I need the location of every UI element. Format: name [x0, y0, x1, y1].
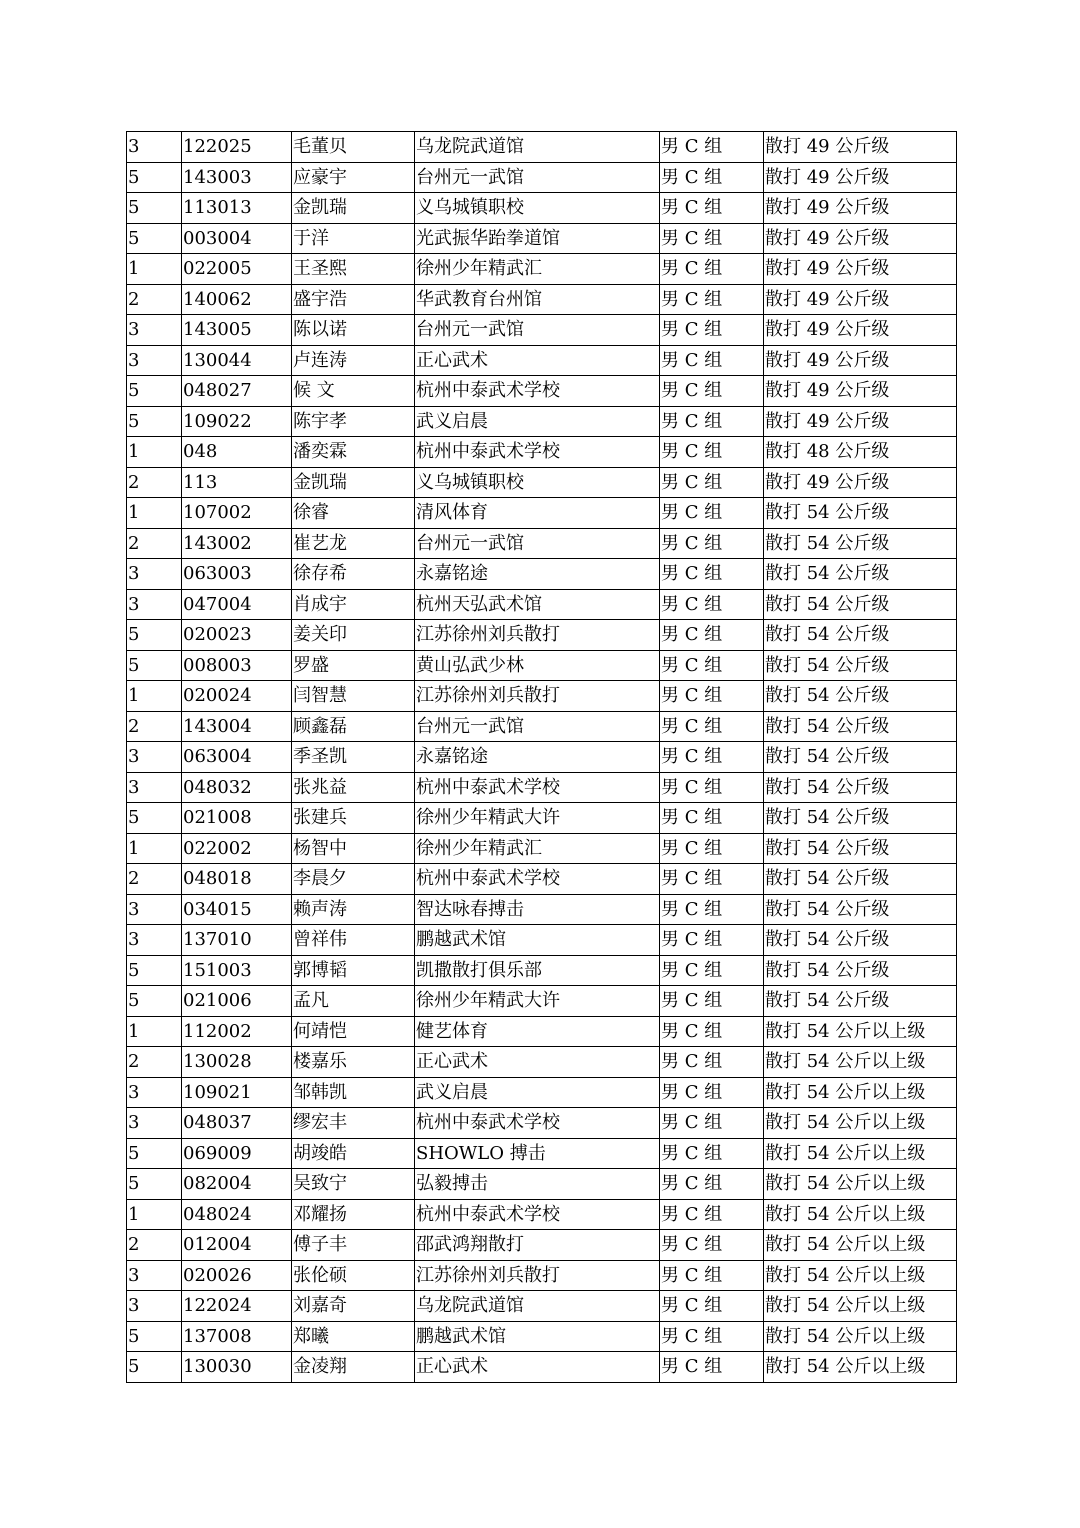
- athlete-name-cell: 陈以诺: [292, 315, 415, 346]
- event-cell: 散打 49 公斤级: [764, 254, 957, 285]
- group-cell: 男 C 组: [660, 803, 764, 834]
- rank-cell: 5: [127, 406, 182, 437]
- group-cell: 男 C 组: [660, 376, 764, 407]
- club-cell: 江苏徐州刘兵散打: [415, 620, 660, 651]
- athlete-name-cell: 金凯瑞: [292, 193, 415, 224]
- club-cell: 健艺体育: [415, 1016, 660, 1047]
- rank-cell: 5: [127, 193, 182, 224]
- event-cell: 散打 54 公斤级: [764, 894, 957, 925]
- event-cell: 散打 54 公斤级: [764, 772, 957, 803]
- event-cell: 散打 54 公斤以上级: [764, 1291, 957, 1322]
- group-cell: 男 C 组: [660, 711, 764, 742]
- athlete-id-cell: 003004: [182, 223, 292, 254]
- club-cell: 徐州少年精武汇: [415, 833, 660, 864]
- rank-cell: 1: [127, 437, 182, 468]
- group-cell: 男 C 组: [660, 1352, 764, 1383]
- event-cell: 散打 54 公斤级: [764, 681, 957, 712]
- event-cell: 散打 54 公斤级: [764, 803, 957, 834]
- athlete-name-cell: 张兆益: [292, 772, 415, 803]
- group-cell: 男 C 组: [660, 742, 764, 773]
- table-row: [127, 986, 957, 1017]
- club-cell: 智达咏春搏击: [415, 894, 660, 925]
- table-row: [127, 955, 957, 986]
- event-cell: 散打 48 公斤级: [764, 437, 957, 468]
- athlete-id-cell: 143002: [182, 528, 292, 559]
- event-cell: 散打 54 公斤级: [764, 711, 957, 742]
- event-cell: 散打 54 公斤级: [764, 955, 957, 986]
- athlete-name-cell: 崔艺龙: [292, 528, 415, 559]
- athlete-name-cell: 缪宏丰: [292, 1108, 415, 1139]
- event-cell: 散打 54 公斤级: [764, 925, 957, 956]
- event-cell: 散打 49 公斤级: [764, 223, 957, 254]
- group-cell: 男 C 组: [660, 1199, 764, 1230]
- athlete-name-cell: 赖声涛: [292, 894, 415, 925]
- rank-cell: 5: [127, 376, 182, 407]
- club-cell: 黄山弘武少林: [415, 650, 660, 681]
- club-cell: 杭州中泰武术学校: [415, 1108, 660, 1139]
- club-cell: 武义启晨: [415, 1077, 660, 1108]
- table-row: [127, 1260, 957, 1291]
- athlete-id-cell: 122024: [182, 1291, 292, 1322]
- rank-cell: 3: [127, 559, 182, 590]
- table-row: [127, 559, 957, 590]
- table-row: [127, 1077, 957, 1108]
- rank-cell: 3: [127, 1260, 182, 1291]
- event-cell: 散打 49 公斤级: [764, 193, 957, 224]
- table-row: [127, 1016, 957, 1047]
- rank-cell: 3: [127, 132, 182, 163]
- group-cell: 男 C 组: [660, 650, 764, 681]
- group-cell: 男 C 组: [660, 589, 764, 620]
- event-cell: 散打 54 公斤以上级: [764, 1169, 957, 1200]
- rank-cell: 2: [127, 1230, 182, 1261]
- group-cell: 男 C 组: [660, 620, 764, 651]
- athlete-name-cell: 顾鑫磊: [292, 711, 415, 742]
- rank-cell: 5: [127, 986, 182, 1017]
- event-cell: 散打 54 公斤以上级: [764, 1352, 957, 1383]
- rank-cell: 3: [127, 1108, 182, 1139]
- event-cell: 散打 54 公斤级: [764, 833, 957, 864]
- table-row: [127, 1138, 957, 1169]
- athlete-name-cell: 金凌翔: [292, 1352, 415, 1383]
- table-row: [127, 528, 957, 559]
- club-cell: 鹏越武术馆: [415, 925, 660, 956]
- event-cell: 散打 54 公斤级: [764, 620, 957, 651]
- table-row: [127, 254, 957, 285]
- club-cell: 杭州中泰武术学校: [415, 864, 660, 895]
- club-cell: 永嘉铭途: [415, 742, 660, 773]
- rank-cell: 5: [127, 1321, 182, 1352]
- table-row: [127, 376, 957, 407]
- club-cell: 弘毅搏击: [415, 1169, 660, 1200]
- rank-cell: 3: [127, 589, 182, 620]
- club-cell: 杭州中泰武术学校: [415, 1199, 660, 1230]
- rank-cell: 5: [127, 803, 182, 834]
- club-cell: 华武教育台州馆: [415, 284, 660, 315]
- club-cell: 义乌城镇职校: [415, 193, 660, 224]
- rank-cell: 1: [127, 1199, 182, 1230]
- rank-cell: 2: [127, 284, 182, 315]
- group-cell: 男 C 组: [660, 559, 764, 590]
- athlete-id-cell: 063003: [182, 559, 292, 590]
- athlete-name-cell: 候 文: [292, 376, 415, 407]
- table-row: [127, 1199, 957, 1230]
- club-cell: 义乌城镇职校: [415, 467, 660, 498]
- athlete-id-cell: 151003: [182, 955, 292, 986]
- club-cell: 徐州少年精武汇: [415, 254, 660, 285]
- athlete-name-cell: 徐睿: [292, 498, 415, 529]
- club-cell: 江苏徐州刘兵散打: [415, 681, 660, 712]
- club-cell: 乌龙院武道馆: [415, 132, 660, 163]
- athlete-id-cell: 113: [182, 467, 292, 498]
- event-cell: 散打 54 公斤以上级: [764, 1321, 957, 1352]
- table-row: [127, 864, 957, 895]
- athlete-id-cell: 047004: [182, 589, 292, 620]
- table-row: [127, 1291, 957, 1322]
- athlete-name-cell: 傅子丰: [292, 1230, 415, 1261]
- table-row: [127, 162, 957, 193]
- table-row: [127, 1352, 957, 1383]
- event-cell: 散打 54 公斤级: [764, 864, 957, 895]
- rank-cell: 3: [127, 345, 182, 376]
- table-row: [127, 1047, 957, 1078]
- athlete-name-cell: 金凯瑞: [292, 467, 415, 498]
- event-cell: 散打 54 公斤以上级: [764, 1230, 957, 1261]
- athlete-name-cell: 吴致宁: [292, 1169, 415, 1200]
- results-table: [126, 131, 957, 1383]
- group-cell: 男 C 组: [660, 1230, 764, 1261]
- athlete-name-cell: 罗盛: [292, 650, 415, 681]
- athlete-name-cell: 曾祥伟: [292, 925, 415, 956]
- event-cell: 散打 54 公斤以上级: [764, 1138, 957, 1169]
- event-cell: 散打 54 公斤级: [764, 528, 957, 559]
- club-cell: 江苏徐州刘兵散打: [415, 1260, 660, 1291]
- table-row: [127, 711, 957, 742]
- athlete-id-cell: 137008: [182, 1321, 292, 1352]
- rank-cell: 2: [127, 711, 182, 742]
- event-cell: 散打 54 公斤级: [764, 589, 957, 620]
- club-cell: 永嘉铭途: [415, 559, 660, 590]
- group-cell: 男 C 组: [660, 528, 764, 559]
- athlete-name-cell: 季圣凯: [292, 742, 415, 773]
- table-row: [127, 467, 957, 498]
- rank-cell: 5: [127, 650, 182, 681]
- rank-cell: 2: [127, 1047, 182, 1078]
- club-cell: 武义启晨: [415, 406, 660, 437]
- athlete-id-cell: 021006: [182, 986, 292, 1017]
- group-cell: 男 C 组: [660, 1321, 764, 1352]
- athlete-id-cell: 048037: [182, 1108, 292, 1139]
- table-row: [127, 223, 957, 254]
- athlete-name-cell: 张伦硕: [292, 1260, 415, 1291]
- athlete-id-cell: 143004: [182, 711, 292, 742]
- event-cell: 散打 49 公斤级: [764, 345, 957, 376]
- group-cell: 男 C 组: [660, 315, 764, 346]
- athlete-name-cell: 潘奕霖: [292, 437, 415, 468]
- group-cell: 男 C 组: [660, 894, 764, 925]
- event-cell: 散打 49 公斤级: [764, 467, 957, 498]
- athlete-id-cell: 140062: [182, 284, 292, 315]
- event-cell: 散打 49 公斤级: [764, 284, 957, 315]
- athlete-name-cell: 邓耀扬: [292, 1199, 415, 1230]
- table-row: [127, 650, 957, 681]
- rank-cell: 5: [127, 620, 182, 651]
- athlete-id-cell: 034015: [182, 894, 292, 925]
- table-row: [127, 925, 957, 956]
- rank-cell: 1: [127, 681, 182, 712]
- club-cell: SHOWLO 搏击: [415, 1138, 660, 1169]
- athlete-id-cell: 130028: [182, 1047, 292, 1078]
- athlete-id-cell: 069009: [182, 1138, 292, 1169]
- table-row: [127, 833, 957, 864]
- club-cell: 台州元一武馆: [415, 528, 660, 559]
- rank-cell: 3: [127, 1077, 182, 1108]
- group-cell: 男 C 组: [660, 284, 764, 315]
- event-cell: 散打 54 公斤以上级: [764, 1047, 957, 1078]
- athlete-name-cell: 楼嘉乐: [292, 1047, 415, 1078]
- group-cell: 男 C 组: [660, 864, 764, 895]
- athlete-id-cell: 113013: [182, 193, 292, 224]
- rank-cell: 5: [127, 955, 182, 986]
- event-cell: 散打 54 公斤以上级: [764, 1199, 957, 1230]
- rank-cell: 1: [127, 1016, 182, 1047]
- athlete-id-cell: 008003: [182, 650, 292, 681]
- event-cell: 散打 54 公斤以上级: [764, 1016, 957, 1047]
- event-cell: 散打 54 公斤级: [764, 986, 957, 1017]
- club-cell: 杭州中泰武术学校: [415, 437, 660, 468]
- table-row: [127, 406, 957, 437]
- rank-cell: 3: [127, 772, 182, 803]
- table-row: [127, 589, 957, 620]
- rank-cell: 5: [127, 223, 182, 254]
- rank-cell: 3: [127, 315, 182, 346]
- group-cell: 男 C 组: [660, 1108, 764, 1139]
- rank-cell: 2: [127, 528, 182, 559]
- table-row: [127, 284, 957, 315]
- table-row: [127, 772, 957, 803]
- table-row: [127, 132, 957, 163]
- table-row: [127, 803, 957, 834]
- club-cell: 杭州中泰武术学校: [415, 772, 660, 803]
- athlete-id-cell: 020026: [182, 1260, 292, 1291]
- group-cell: 男 C 组: [660, 1169, 764, 1200]
- athlete-name-cell: 肖成宇: [292, 589, 415, 620]
- athlete-id-cell: 022005: [182, 254, 292, 285]
- club-cell: 乌龙院武道馆: [415, 1291, 660, 1322]
- athlete-name-cell: 盛宇浩: [292, 284, 415, 315]
- group-cell: 男 C 组: [660, 1138, 764, 1169]
- athlete-id-cell: 112002: [182, 1016, 292, 1047]
- rank-cell: 5: [127, 1352, 182, 1383]
- rank-cell: 2: [127, 467, 182, 498]
- group-cell: 男 C 组: [660, 1077, 764, 1108]
- group-cell: 男 C 组: [660, 772, 764, 803]
- athlete-name-cell: 张建兵: [292, 803, 415, 834]
- athlete-id-cell: 020024: [182, 681, 292, 712]
- athlete-id-cell: 012004: [182, 1230, 292, 1261]
- event-cell: 散打 54 公斤级: [764, 498, 957, 529]
- group-cell: 男 C 组: [660, 925, 764, 956]
- club-cell: 正心武术: [415, 345, 660, 376]
- rank-cell: 1: [127, 498, 182, 529]
- event-cell: 散打 54 公斤级: [764, 742, 957, 773]
- athlete-name-cell: 陈宇孝: [292, 406, 415, 437]
- rank-cell: 3: [127, 1291, 182, 1322]
- club-cell: 徐州少年精武大许: [415, 803, 660, 834]
- event-cell: 散打 54 公斤以上级: [764, 1077, 957, 1108]
- athlete-id-cell: 022002: [182, 833, 292, 864]
- rank-cell: 3: [127, 925, 182, 956]
- athlete-name-cell: 于洋: [292, 223, 415, 254]
- rank-cell: 1: [127, 833, 182, 864]
- athlete-id-cell: 063004: [182, 742, 292, 773]
- athlete-id-cell: 082004: [182, 1169, 292, 1200]
- table-row: [127, 498, 957, 529]
- group-cell: 男 C 组: [660, 437, 764, 468]
- athlete-name-cell: 应豪宇: [292, 162, 415, 193]
- rank-cell: 3: [127, 742, 182, 773]
- club-cell: 台州元一武馆: [415, 315, 660, 346]
- athlete-id-cell: 020023: [182, 620, 292, 651]
- group-cell: 男 C 组: [660, 1047, 764, 1078]
- table-row: [127, 681, 957, 712]
- table-row: [127, 193, 957, 224]
- athlete-id-cell: 048032: [182, 772, 292, 803]
- table-row: [127, 1230, 957, 1261]
- athlete-id-cell: 130030: [182, 1352, 292, 1383]
- club-cell: 邵武鸿翔散打: [415, 1230, 660, 1261]
- athlete-id-cell: 109021: [182, 1077, 292, 1108]
- table-row: [127, 1169, 957, 1200]
- table-row: [127, 345, 957, 376]
- athlete-id-cell: 143003: [182, 162, 292, 193]
- athlete-id-cell: 130044: [182, 345, 292, 376]
- results-table-body: [127, 132, 957, 1383]
- group-cell: 男 C 组: [660, 345, 764, 376]
- athlete-id-cell: 048: [182, 437, 292, 468]
- club-cell: 杭州天弘武术馆: [415, 589, 660, 620]
- table-row: [127, 315, 957, 346]
- athlete-name-cell: 李晨夕: [292, 864, 415, 895]
- event-cell: 散打 54 公斤以上级: [764, 1108, 957, 1139]
- group-cell: 男 C 组: [660, 681, 764, 712]
- athlete-name-cell: 郭博韬: [292, 955, 415, 986]
- table-row: [127, 894, 957, 925]
- club-cell: 凯撒散打俱乐部: [415, 955, 660, 986]
- athlete-name-cell: 徐存希: [292, 559, 415, 590]
- club-cell: 清风体育: [415, 498, 660, 529]
- rank-cell: 1: [127, 254, 182, 285]
- athlete-name-cell: 邹韩凯: [292, 1077, 415, 1108]
- athlete-id-cell: 107002: [182, 498, 292, 529]
- table-row: [127, 620, 957, 651]
- group-cell: 男 C 组: [660, 406, 764, 437]
- group-cell: 男 C 组: [660, 1016, 764, 1047]
- event-cell: 散打 49 公斤级: [764, 406, 957, 437]
- group-cell: 男 C 组: [660, 162, 764, 193]
- athlete-id-cell: 137010: [182, 925, 292, 956]
- athlete-name-cell: 郑曦: [292, 1321, 415, 1352]
- group-cell: 男 C 组: [660, 955, 764, 986]
- athlete-id-cell: 109022: [182, 406, 292, 437]
- group-cell: 男 C 组: [660, 1260, 764, 1291]
- rank-cell: 2: [127, 864, 182, 895]
- table-row: [127, 1321, 957, 1352]
- rank-cell: 5: [127, 1138, 182, 1169]
- group-cell: 男 C 组: [660, 467, 764, 498]
- group-cell: 男 C 组: [660, 833, 764, 864]
- athlete-name-cell: 刘嘉奇: [292, 1291, 415, 1322]
- table-row: [127, 742, 957, 773]
- group-cell: 男 C 组: [660, 254, 764, 285]
- athlete-id-cell: 048024: [182, 1199, 292, 1230]
- table-row: [127, 1108, 957, 1139]
- athlete-id-cell: 122025: [182, 132, 292, 163]
- athlete-name-cell: 姜关印: [292, 620, 415, 651]
- group-cell: 男 C 组: [660, 223, 764, 254]
- table-row: [127, 437, 957, 468]
- athlete-name-cell: 毛董贝: [292, 132, 415, 163]
- event-cell: 散打 49 公斤级: [764, 315, 957, 346]
- club-cell: 正心武术: [415, 1047, 660, 1078]
- athlete-id-cell: 048027: [182, 376, 292, 407]
- rank-cell: 3: [127, 894, 182, 925]
- event-cell: 散打 54 公斤级: [764, 650, 957, 681]
- group-cell: 男 C 组: [660, 193, 764, 224]
- club-cell: 台州元一武馆: [415, 162, 660, 193]
- rank-cell: 5: [127, 162, 182, 193]
- event-cell: 散打 49 公斤级: [764, 376, 957, 407]
- club-cell: 徐州少年精武大许: [415, 986, 660, 1017]
- athlete-name-cell: 何靖恺: [292, 1016, 415, 1047]
- group-cell: 男 C 组: [660, 498, 764, 529]
- athlete-name-cell: 孟凡: [292, 986, 415, 1017]
- group-cell: 男 C 组: [660, 986, 764, 1017]
- event-cell: 散打 49 公斤级: [764, 132, 957, 163]
- rank-cell: 5: [127, 1169, 182, 1200]
- athlete-name-cell: 胡竣皓: [292, 1138, 415, 1169]
- athlete-id-cell: 021008: [182, 803, 292, 834]
- group-cell: 男 C 组: [660, 132, 764, 163]
- club-cell: 光武振华跆拳道馆: [415, 223, 660, 254]
- event-cell: 散打 49 公斤级: [764, 162, 957, 193]
- athlete-name-cell: 闫智慧: [292, 681, 415, 712]
- club-cell: 杭州中泰武术学校: [415, 376, 660, 407]
- athlete-name-cell: 王圣熙: [292, 254, 415, 285]
- athlete-name-cell: 杨智中: [292, 833, 415, 864]
- group-cell: 男 C 组: [660, 1291, 764, 1322]
- athlete-name-cell: 卢连涛: [292, 345, 415, 376]
- club-cell: 正心武术: [415, 1352, 660, 1383]
- athlete-id-cell: 143005: [182, 315, 292, 346]
- event-cell: 散打 54 公斤以上级: [764, 1260, 957, 1291]
- club-cell: 鹏越武术馆: [415, 1321, 660, 1352]
- athlete-id-cell: 048018: [182, 864, 292, 895]
- club-cell: 台州元一武馆: [415, 711, 660, 742]
- event-cell: 散打 54 公斤级: [764, 559, 957, 590]
